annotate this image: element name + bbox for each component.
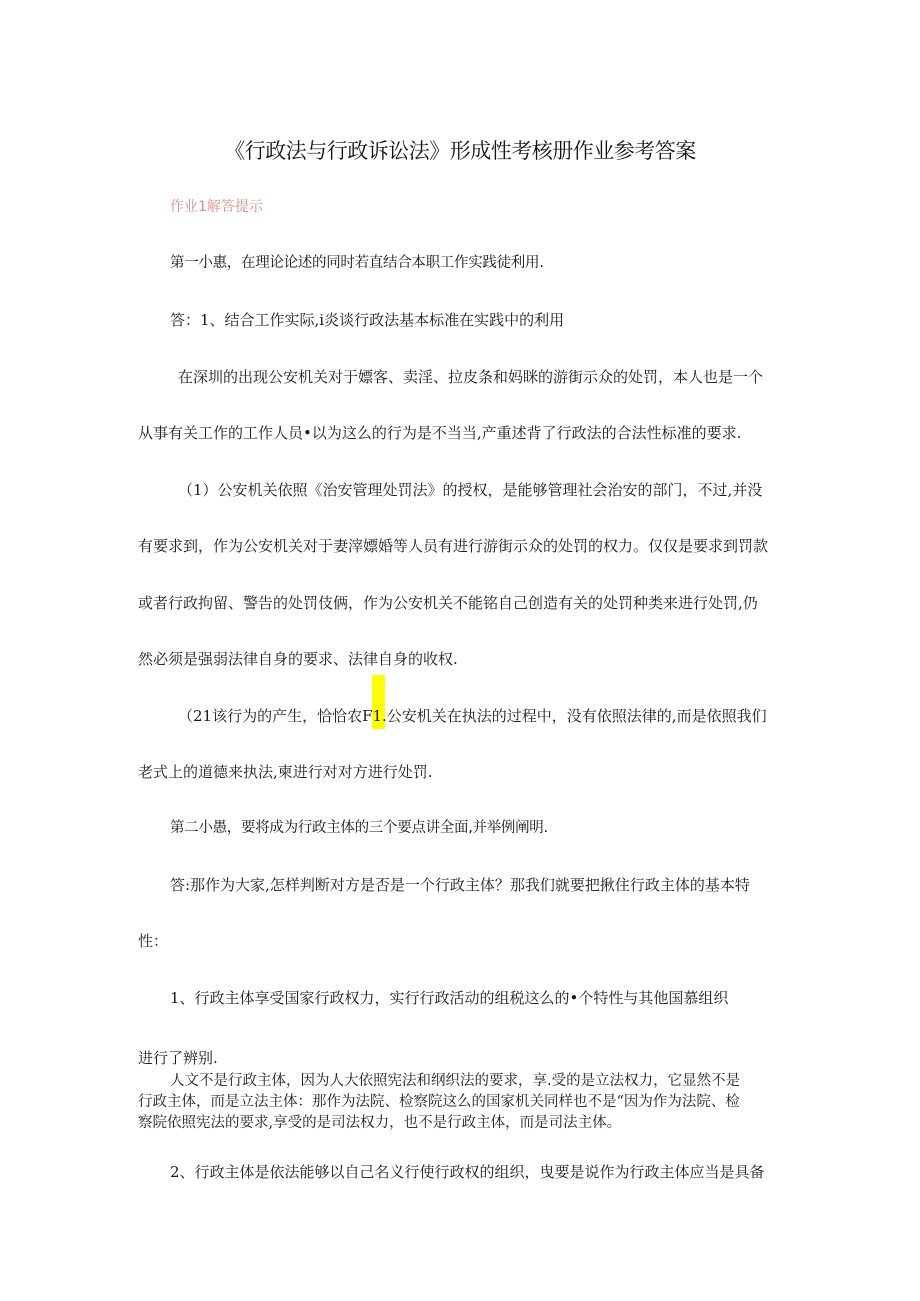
paragraph-line: 在深圳的出现公安机关对于嫖客、卖淫、拉皮条和妈眯的游街示众的处罚，本人也是一个 <box>178 368 764 386</box>
paragraph-line: 有要求到，作为公安机关对于妻滓嫖婚等人员有进行游街示众的处罚的权力。仅仅是要求到罚款 <box>138 537 769 555</box>
paragraph-line: 答:那作为大家,怎样判断对方是否是一个行政主体？那我们就要把揪住行政主体的基本特 <box>170 876 750 894</box>
answer-1-heading: 答：1、结合工作实际,i炎谈行政法基本标准在实践中的利用 <box>170 311 565 329</box>
paragraph-line: 1、行政主体享受国家行政权力，实行行政活动的组税这么的•个特性与其他国慕组织 <box>170 989 729 1007</box>
paragraph-line: 或者行政拘留、警告的处罚伎俩，作为公安机关不能铭自己创造有关的处罚种类来进行处罚,仍 <box>138 594 758 612</box>
paragraph-line: 2、行政主体是依法能够以自己名义行使行政权的组织，曳要是说作为行政主体应当是具备 <box>170 1163 765 1181</box>
page-title: 《行政法与行政诉讼法》形成性考核册作业参考答案 <box>224 139 696 163</box>
section-label: 作业1解答提示 <box>170 199 263 215</box>
paragraph-line: 察院依照宪法的要求,享受的是司法权力，也不是行政主体，而是司法主体。 <box>138 1115 622 1131</box>
question-2: 第二小愚，要将成为行政主体的三个要点讲全面,并举例阐明. <box>170 820 548 836</box>
paragraph-line: 人文不是行政主体，因为人大依照宪法和纲织法的要求，享.受的是立法权力，它显然不是 <box>170 1073 741 1089</box>
paragraph-line: 进行了辨别. <box>138 1049 218 1067</box>
paragraph-line: 性： <box>138 932 169 950</box>
question-1: 第一小惠，在理论论述的同时若直结合本职工作实践徒利用. <box>170 255 544 271</box>
paragraph-line: 然必须是强弱法律自身的要求、法律自身的收权. <box>138 650 458 668</box>
paragraph-line: 老式上的道德来执法,柬进行对对方进行处罚. <box>138 763 433 781</box>
paragraph-line: （1）公安机关依照《治安管理处罚法》的授权，是能够管理社会治安的部门，不过,并没 <box>178 481 763 499</box>
paragraph-line: 行政主体，而是立法主体：那作为法院、检察院这么的国家机关同样也不是“因为作为法院、检 <box>138 1094 740 1110</box>
paragraph-line: 从事有关工作的工作人员•以为这么的行为是不当当,产重述背了行政法的合法性标准的要求. <box>138 424 742 442</box>
paragraph-line: （21该行为的产生，恰恰农F1.公安机关在执法的过程中，没有依照法律的,而是依照我们 <box>178 707 767 725</box>
